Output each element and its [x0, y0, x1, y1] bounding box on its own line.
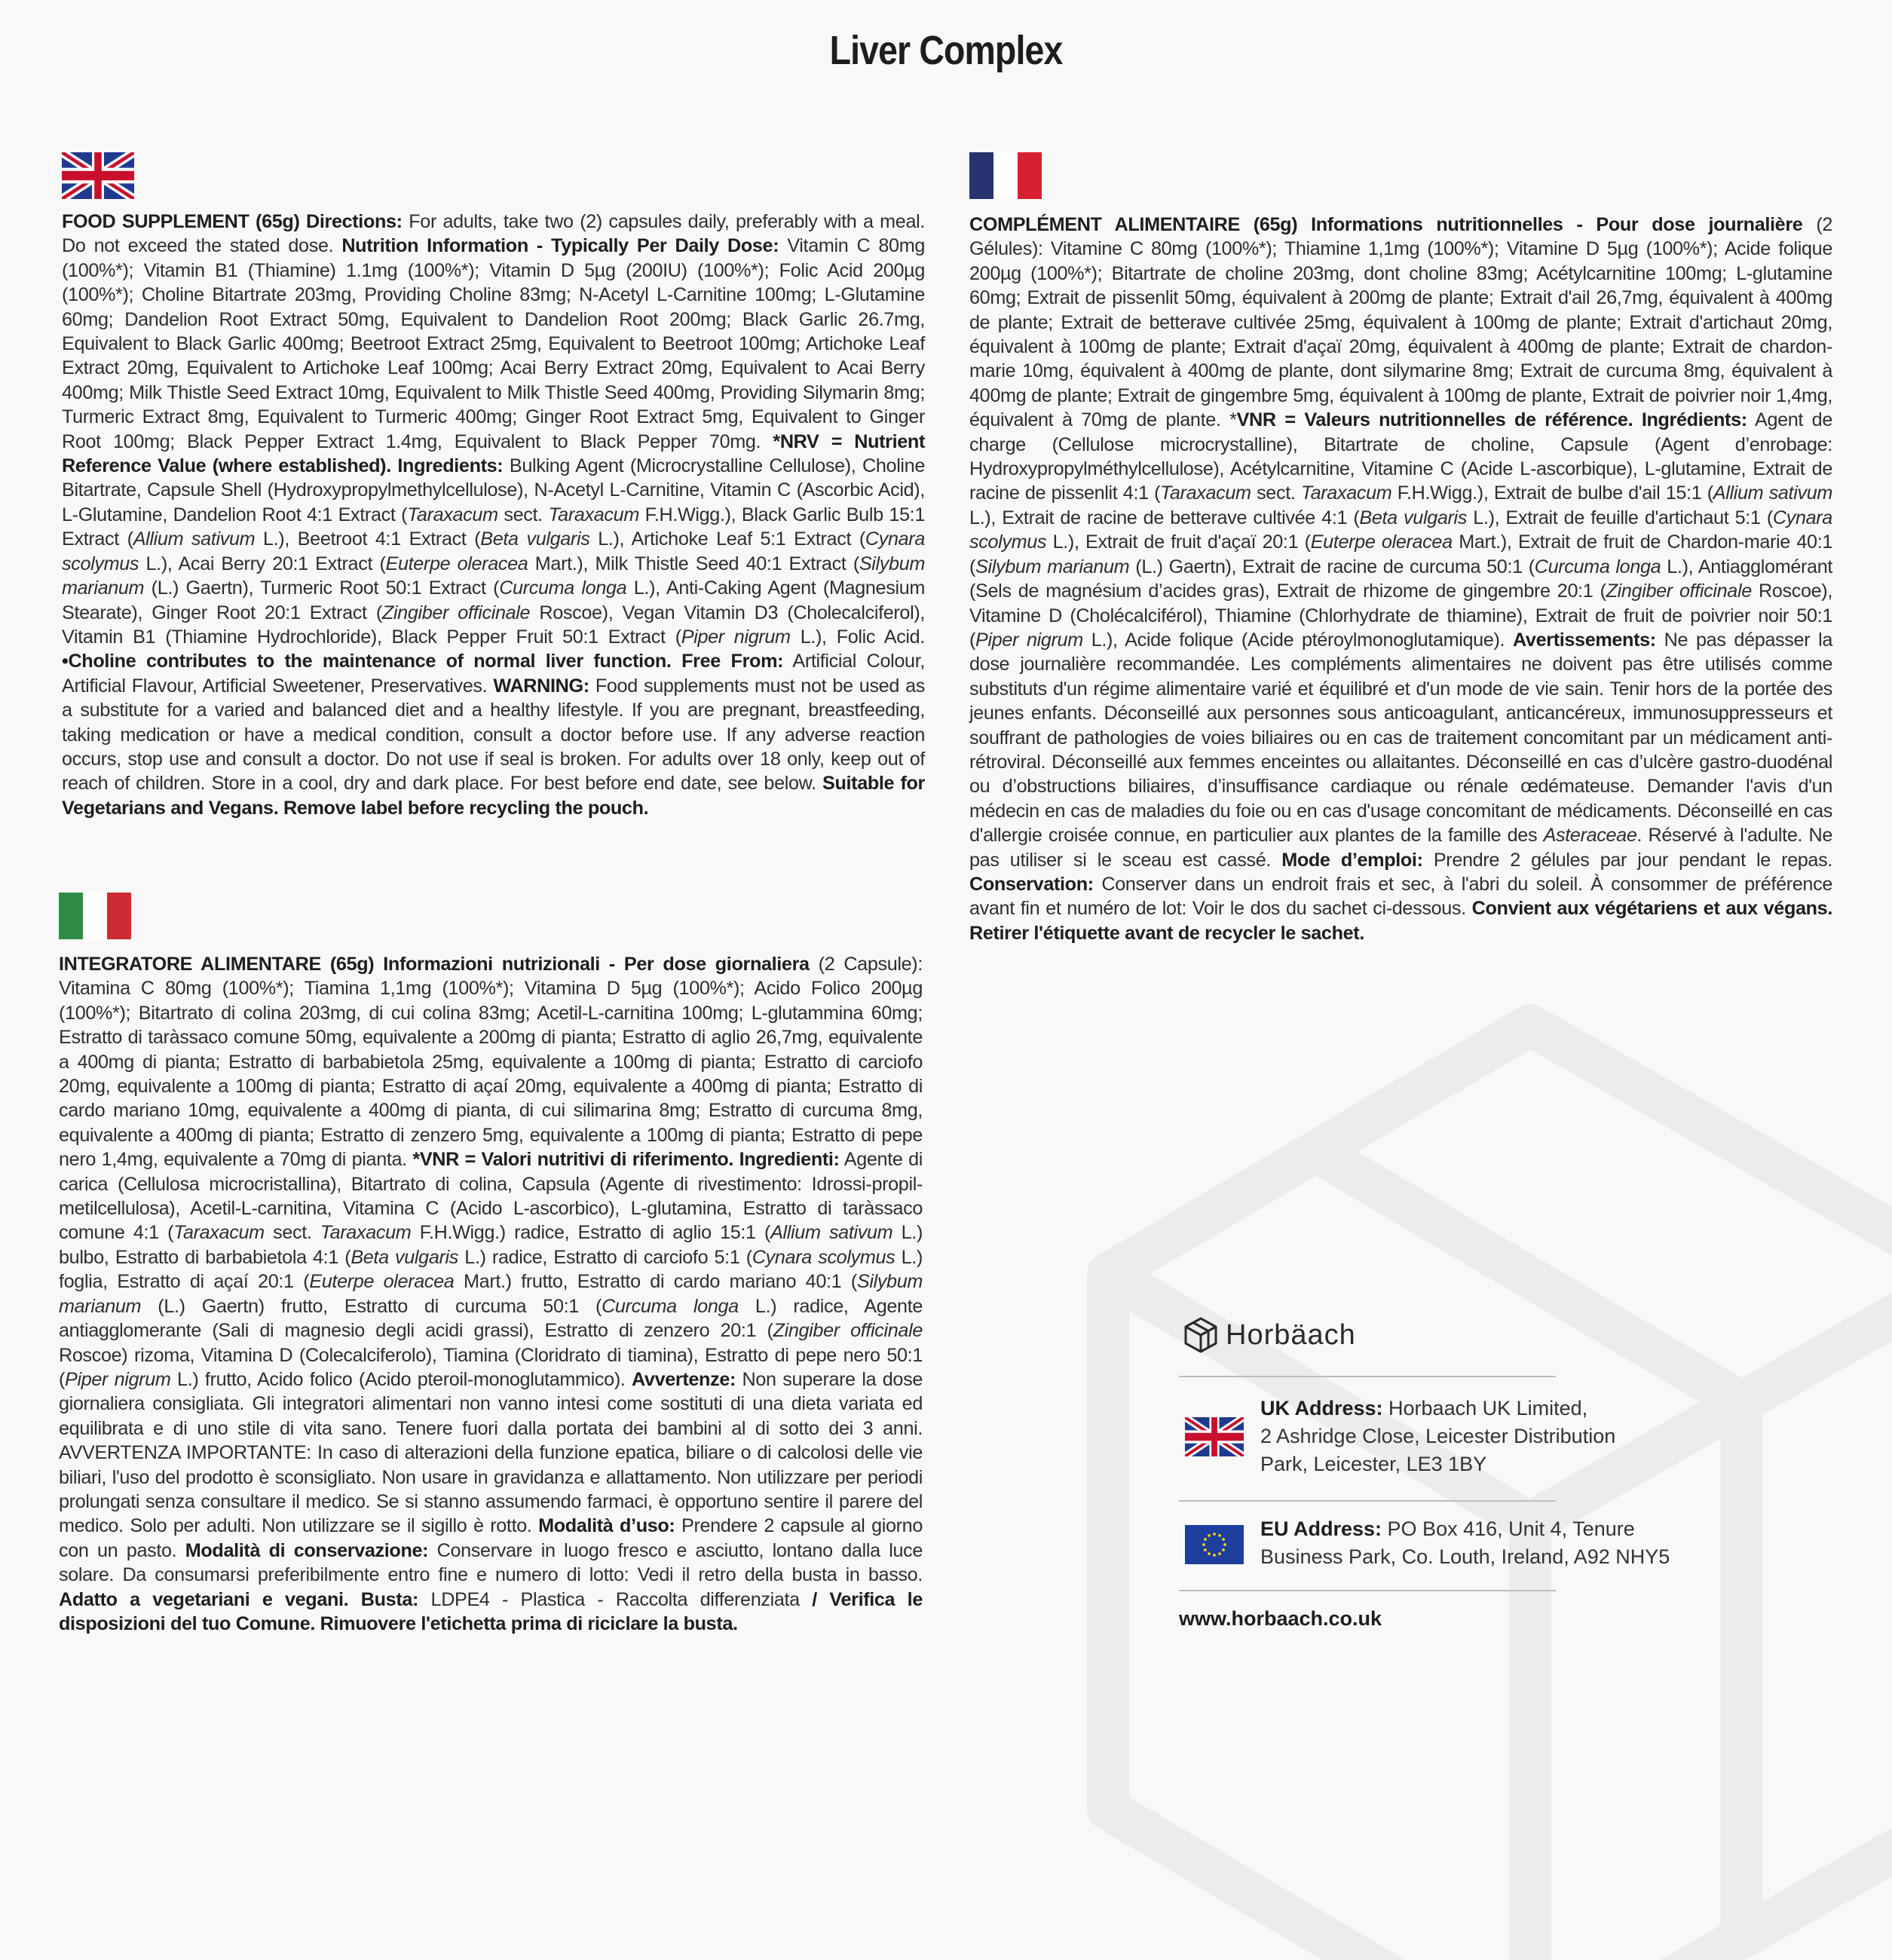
brand-logo	[1183, 1316, 1356, 1354]
hexagon-logo-icon	[1183, 1316, 1218, 1354]
uk-address-label: UK Address:	[1260, 1397, 1383, 1419]
eu-flag-icon	[1185, 1525, 1244, 1564]
uk-flag-icon	[1185, 1417, 1244, 1456]
divider	[1179, 1590, 1556, 1591]
french-label-text: COMPLÉMENT ALIMENTAIRE (65g) Informations nutritionnelles - Pour dose journalière (2 Gélules): Vitamine C 80mg (100%*); Thiamine 1,1mg (100%*); Vitamine D 5µg (100%*); Acide folique 200µg (100%*); Bitartrate de choline 203mg, dont choline 83mg; Acétylcarnitine 100mg; L-glutamine 60mg; Extrait de pissenlit 50mg, équivalent à 200mg de plante; Extrait d'ail 26,7mg, équivalent à 400mg de plante; Extrait de betterave cultivée 25mg, équivalent à 100mg de plante; Extrait d'artichaut 20mg, équivalent à 100mg de plante; Extrait d'açaï 20mg, équivalent à 400mg de plante; Extrait de chardon-marie 10mg, équivalent à 400mg de plante, dont silymarine 8mg; Extrait de curcuma 8mg, équivalent à 400mg de plante; Extrait de gingembre 5mg, équivalent à 100mg de plante, Extrait de poivrier noir 1,4mg, équivalent à 70mg de plante. *VNR = Valeurs nutritionnelles de référence. Ingrédients: Agent de charge (Cellulose microcrystalline), Bitartrate de choline, Capsule (Agent d’enrobage: Hydroxypropylméthylcellulose), Acétylcarnitine, Vitamine C (Acide L-ascorbique), L-glutamine, Extrait de racine de pissenlit 4:1 (Taraxacum sect. Taraxacum F.H.Wigg.), Extrait de bulbe d'ail 15:1 (Allium sativum L.), Extrait de racine de betterave cultivée 4:1 (Beta vulgaris L.), Extrait de feuille d'artichaut 5:1 (Cynara scolymus L.), Extrait de fruit d'açaï 20:1 (Euterpe oleracea Mart.), Extrait de fruit de Chardon-marie 40:1 (Silybum marianum (L.) Gaertn), Extrait de racine de curcuma 50:1 (Curcuma longa L.), Antiagglomérant (Sels de magnésium d’acides gras), Extrait de rhizome de gingembre 20:1 (Zingiber officinale Roscoe), Vitamine D (Cholécalciférol), Thiamine (Chlorhydrate de thiamine), Extrait de fruit de poivrier noir 50:1 (Piper nigrum L.), Acide folique (Acide ptéroylmonoglutamique). Avertissements: Ne pas dépasser la dose journalière recommandée. Les compléments alimentaires ne doivent pas être utilisés comme substituts d'un régime alimentaire varié et équilibré et d'un mode de vie sain. Tenir hors de la portée des jeunes enfants. Déconseillé aux personnes sous anticoagulant, anticancéreux, immunosuppresseurs et souffrant de pathologies de voies biliaires ou en cas de traitement concomitant par un médicament anti-rétroviral. Déconseillé aux femmes enceintes ou allaitantes. Déconseillé en cas d’ulcère gastro-duodénal ou d’obstructions biliaires, d’insuffisance cardiaque ou rénale œdémateuse. Demander l'avis d'un médecin en cas de maladies du foie ou en cas d'usage concomitant de médicaments. Déconseillé en cas d'allergie croisée connue, en particulier aux plantes de la famille des Asteraceae. Réservé à l'adulte. Ne pas utiliser si le sceau est cassé. Mode d’emploi: Prendre 2 gélules par jour pendant le repas. Conservation: Conserver dans un endroit frais et sec, à l'abri du soleil. À consommer de préférence avant fin et numéro de lot: Voir le dos du sachet ci-dessous. Convient aux végétariens et aux végans. Retirer l'étiquette avant de recycler le sachet.	[969, 214, 1833, 944]
divider	[1179, 1500, 1556, 1502]
divider	[1179, 1376, 1556, 1377]
france-flag-icon	[969, 152, 1042, 199]
italian-label-text: INTEGRATORE ALIMENTARE (65g) Informazioni nutrizionali - Per dose giornaliera (2 Capsule): Vitamina C 80mg (100%*); Tiamina 1,1mg (100%*); Vitamina D 5µg (100%*); Acido Folico 200µg (100%*); Bitartrato di colina 203mg, di cui colina 83mg; Acetil-L-carnitina 100mg; L-glutammina 60mg; Estratto di taràssaco comune 50mg, equivalente a 200mg di pianta; Estratto di aglio 26,7mg, equivalente a 400mg di pianta; Estratto di barbabietola 25mg, equivalente a 100mg di pianta; Estratto di carciofo 20mg, equivalente a 100mg di pianta; Estratto di açaí 20mg, equivalente a 400mg di pianta; Estratto di cardo mariano 10mg, equivalente a 400mg di pianta, di cui silimarina 8mg; Estratto di curcuma 8mg, equivalente a 400mg di pianta; Estratto di zenzero 5mg, equivalente a 100mg di pianta; Estratto di pepe nero 1,4mg, equivalente a 70mg di pianta. *VNR = Valori nutritivi di riferimento. Ingredienti: Agente di carica (Cellulosa microcristallina), Bitartrato di colina, Capsula (Agente di rivestimento: Idrossi-propil-metilcellulosa), Acetil-L-carnitina, Vitamina C (Acido L-ascorbico), L-glutamina, Estratto di taràssaco comune 4:1 (Taraxacum sect. Taraxacum F.H.Wigg.) radice, Estratto di aglio 15:1 (Allium sativum L.) bulbo, Estratto di barbabietola 4:1 (Beta vulgaris L.) radice, Estratto di carciofo 5:1 (Cynara scolymus L.) foglia, Estratto di açaí 20:1 (Euterpe oleracea Mart.) frutto, Estratto di cardo mariano 40:1 (Silybum marianum (L.) Gaertn) frutto, Estratto di curcuma 50:1 (Curcuma longa L.) radice, Agente antiagglomerante (Sali di magnesio degli acidi grassi), Estratto di zenzero 20:1 (Zingiber officinale Roscoe) rizoma, Vitamina D (Colecalciferolo), Tiamina (Cloridrato di tiamina), Estratto di pepe nero 50:1 (Piper nigrum L.) frutto, Acido folico (Acido pteroil-monoglutammico). Avvertenze: Non superare la dose giornaliera consigliata. Gli integratori alimentari non vanno intesi come sostituti di una dieta variata ed equilibrata e di uno stile di vita sano. Tenere fuori dalla portata dei bambini al di sotto dei 3 anni. AVVERTENZA IMPORTANTE: In caso di alterazioni della funzione epatica, biliare o di calcolosi delle vie biliari, l'uso del prodotto è sconsigliato. Non usare in gravidanza e allattamento. Non utilizzare per periodi prolungati senza consultare il medico. Se si stanno assumendo farmaci, è opportuno sentire il parere del medico. Solo per adulti. Non utilizzare se il sigillo è rotto. Modalità d’uso: Prendere 2 capsule al giorno con un pasto. Modalità di conservazione: Conservare in luogo fresco e asciutto, lontano dalla luce solare. Da consumarsi preferibilmente entro fine e numero di lotto: Vedi il retro della busta in basso. Adatto a vegetariani e vegani. Busta: LDPE4 - Plastica - Raccolta differenziata / Verifica le disposizioni del tuo Comune. Rimuovere l'etichetta prima di riciclare la busta.	[59, 954, 923, 1634]
eu-address-label: EU Address:	[1260, 1517, 1382, 1540]
italy-flag-icon	[59, 893, 131, 939]
website-url: www.horbaach.co.uk	[1179, 1607, 1382, 1630]
english-label-text: FOOD SUPPLEMENT (65g) Directions: For adults, take two (2) capsules daily, preferably with a meal. Do not exceed the stated dose. Nutrition Information - Typically Per Daily Dose: Vitamin C 80mg (100%*); Vitamin B1 (Thiamine) 1.1mg (100%*); Vitamin D 5µg (200IU) (100%*); Folic Acid 200µg (100%*); Choline Bitartrate 203mg, Providing Choline 83mg; N-Acetyl L-Carnitine 100mg; L-Glutamine 60mg; Dandelion Root Extract 50mg, Equivalent to Dandelion Root 200mg; Black Garlic 26.7mg, Equivalent to Black Garlic 400mg; Beetroot Extract 25mg, Equivalent to Beetroot 100mg; Artichoke Leaf Extract 20mg, Equivalent to Artichoke Leaf 100mg; Acai Berry Extract 20mg, Equivalent to Acai Berry 400mg; Milk Thistle Seed Extract 10mg, Equivalent to Milk Thistle Seed 400mg, Providing Silymarin 8mg; Turmeric Extract 8mg, Equivalent to Turmeric 400mg; Ginger Root Extract 5mg, Equivalent to Ginger Root 100mg; Black Pepper Extract 1.4mg, Equivalent to Black Pepper 70mg. *NRV = Nutrient Reference Value (where established). Ingredients: Bulking Agent (Microcrystalline Cellulose), Choline Bitartrate, Capsule Shell (Hydroxypropylmethylcellulose), N-Acetyl L-Carnitine, Vitamin C (Ascorbic Acid), L-Glutamine, Dandelion Root 4:1 Extract (Taraxacum sect. Taraxacum F.H.Wigg.), Black Garlic Bulb 15:1 Extract (Allium sativum L.), Beetroot 4:1 Extract (Beta vulgaris L.), Artichoke Leaf 5:1 Extract (Cynara scolymus L.), Acai Berry 20:1 Extract (Euterpe oleracea Mart.), Milk Thistle Seed 40:1 Extract (Silybum marianum (L.) Gaertn), Turmeric Root 50:1 Extract (Curcuma longa L.), Anti-Caking Agent (Magnesium Stearate), Ginger Root 20:1 Extract (Zingiber officinale Roscoe), Vegan Vitamin D3 (Cholecalciferol), Vitamin B1 (Thiamine Hydrochloride), Black Pepper Fruit 50:1 Extract (Piper nigrum L.), Folic Acid. •Choline contributes to the maintenance of normal liver function. Free From: Artificial Colour, Artificial Flavour, Artificial Sweetener, Preservatives. WARNING: Food supplements must not be used as a substitute for a varied and balanced diet and a healthy lifestyle. If you are pregnant, breastfeeding, taking medication or have a medical condition, consult a doctor before use. If any adverse reaction occurs, stop use and consult a doctor. Do not use if seal is broken. For adults over 18 only, keep out of reach of children. Store in a cool, dry and dark place. For best before end date, see below. Suitable for Vegetarians and Vegans. Remove label before recycling the pouch.	[62, 211, 926, 819]
uk-address: UK Address: Horbaach UK Limited, 2 Ashridge Close, Leicester Distribution Park, Leicester, LE3 1BY	[1260, 1397, 1616, 1475]
uk-flag-icon	[62, 152, 134, 199]
brand-name: Horbäach	[1226, 1318, 1356, 1351]
page-title: Liver Complex	[829, 28, 1063, 73]
eu-address: EU Address: PO Box 416, Unit 4, Tenure Business Park, Co. Louth, Ireland, A92 NHY5	[1260, 1517, 1670, 1568]
